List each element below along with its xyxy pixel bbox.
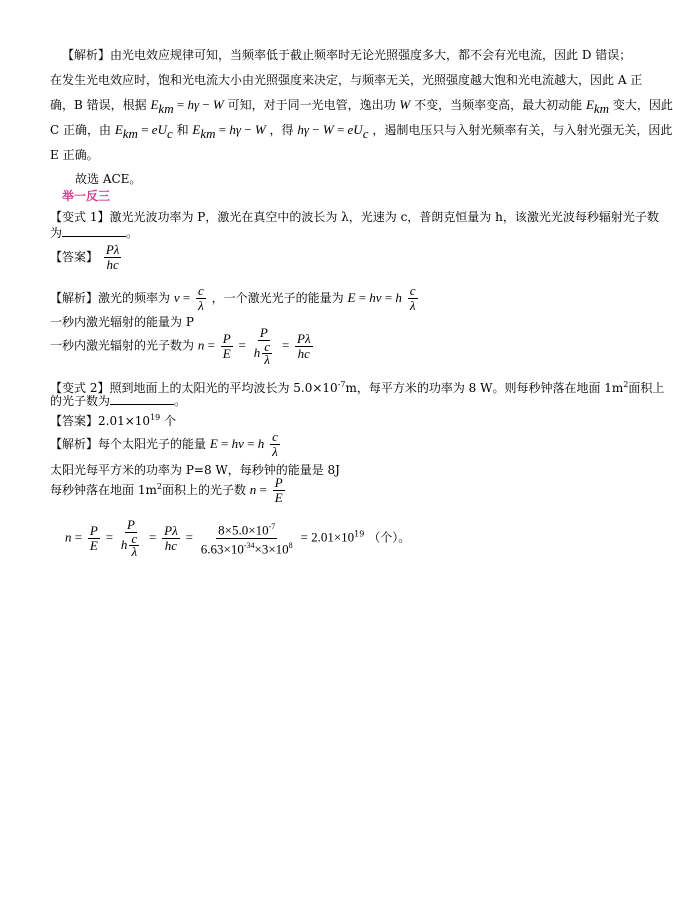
analysis-line-1: 【解析】由光电效应规律可知，当频率低于截止频率时无论光照强度多大，都不会有光电流，因此 D 错误；	[62, 48, 632, 62]
formula-stopping: $E_{km} = eU_c$	[114, 122, 173, 141]
analysis-line-4: C 正确，由 $E_{km} = eU_c$ 和 $E_{km} = h\gamma - W$ ，得 $h\gamma - W = eU_c$ ，遏制电压只与入射光频率有关，与入射光强无关，因此	[50, 122, 673, 141]
variant2-question-line1: 【变式 2】照到地面上的太阳光的平均波长为 $5.0\times 10^{-7}m$，每平方米的功率为 8 W。则每秒钟落在地面 $1m^2$面积上	[50, 380, 665, 395]
analysis-line-2: 在发生光电效应时，饱和光电流大小由光照强度来决定，与频率无关，光照强度越大饱和光电流越大，因此 A 正	[50, 73, 643, 87]
formula-einstein: $E_{km} = h\gamma - W$	[150, 97, 224, 116]
variant1-answer: 【答案】 $\frac{P\lambda}{hc}$	[50, 242, 120, 272]
section-heading: 举一反三	[62, 189, 111, 203]
variant2-solution-line1: 【解析】每个太阳光子的能量 E = hν = h $\frac{c}{\lambda}$	[50, 429, 278, 459]
variant1-solution-line1: 【解析】激光的频率为 ν = $\frac{c}{\lambda}$ ，一个激光光子的能量为 E = hν = h $\frac{c}{\lambda}$	[50, 283, 416, 313]
variant2-solution-line3: 每秒钟落在地面 $1m^2$面积上的光子数 n = $\frac{P}{E}$	[50, 475, 283, 505]
answer-choice: 故选 ACE。	[75, 172, 142, 186]
variant1-solution-line2: 一秒内激光辐射的能量为 P	[50, 315, 194, 329]
analysis-line-5: E 正确。	[50, 148, 99, 162]
numeric-fraction: $\frac{8\times 5.0\times 10^{-7}}{6.63\times 10^{-34}\times 3\times 10^8}$	[200, 522, 293, 556]
variant2-calculation: n = $\frac{P}{E}$ = P h $\frac{c}{\lambda}$ = $\frac{P\lambda}{hc}$ = $\frac{8\times 5.0\times 10^{-7}}{6.63\times 10^{-34}\times 3\times 10^8}$ = $2.01\times 10^{19}$ （个）。	[65, 517, 411, 559]
answer-blank	[110, 394, 174, 405]
variant2-question-line2: 的光子数为 。	[50, 394, 187, 408]
variant2-solution-line2: 太阳光每平方米的功率为 P=8 W，每秒钟的能量是 8J	[50, 463, 340, 477]
variant1-solution-line3: 一秒内激光辐射的光子数为 n = $\frac{P}{E}$ = P h $\frac{c}{\lambda}$ = $\frac{P\lambda}{hc}$	[50, 325, 311, 367]
answer-blank	[62, 226, 126, 237]
answer-fraction: $\frac{P\lambda}{hc}$	[105, 242, 120, 272]
variant1-question-line2: 为 。	[50, 226, 139, 240]
analysis-line-3: 确，B 错误，根据 $E_{km} = h\gamma - W$ 可知，对于同一光电管，逸出功 W 不变，当频率变高，最大初动能 $E_{km}$ 变大，因此	[50, 97, 673, 116]
variant1-question-line1: 【变式 1】激光光波功率为 P，激光在真空中的波长为 λ，光速为 c，普朗克恒量为 h，该激光光波每秒辐射光子数	[50, 210, 659, 224]
variant2-answer: 【答案】$2.01\times 10^{19}$ 个	[50, 413, 177, 428]
